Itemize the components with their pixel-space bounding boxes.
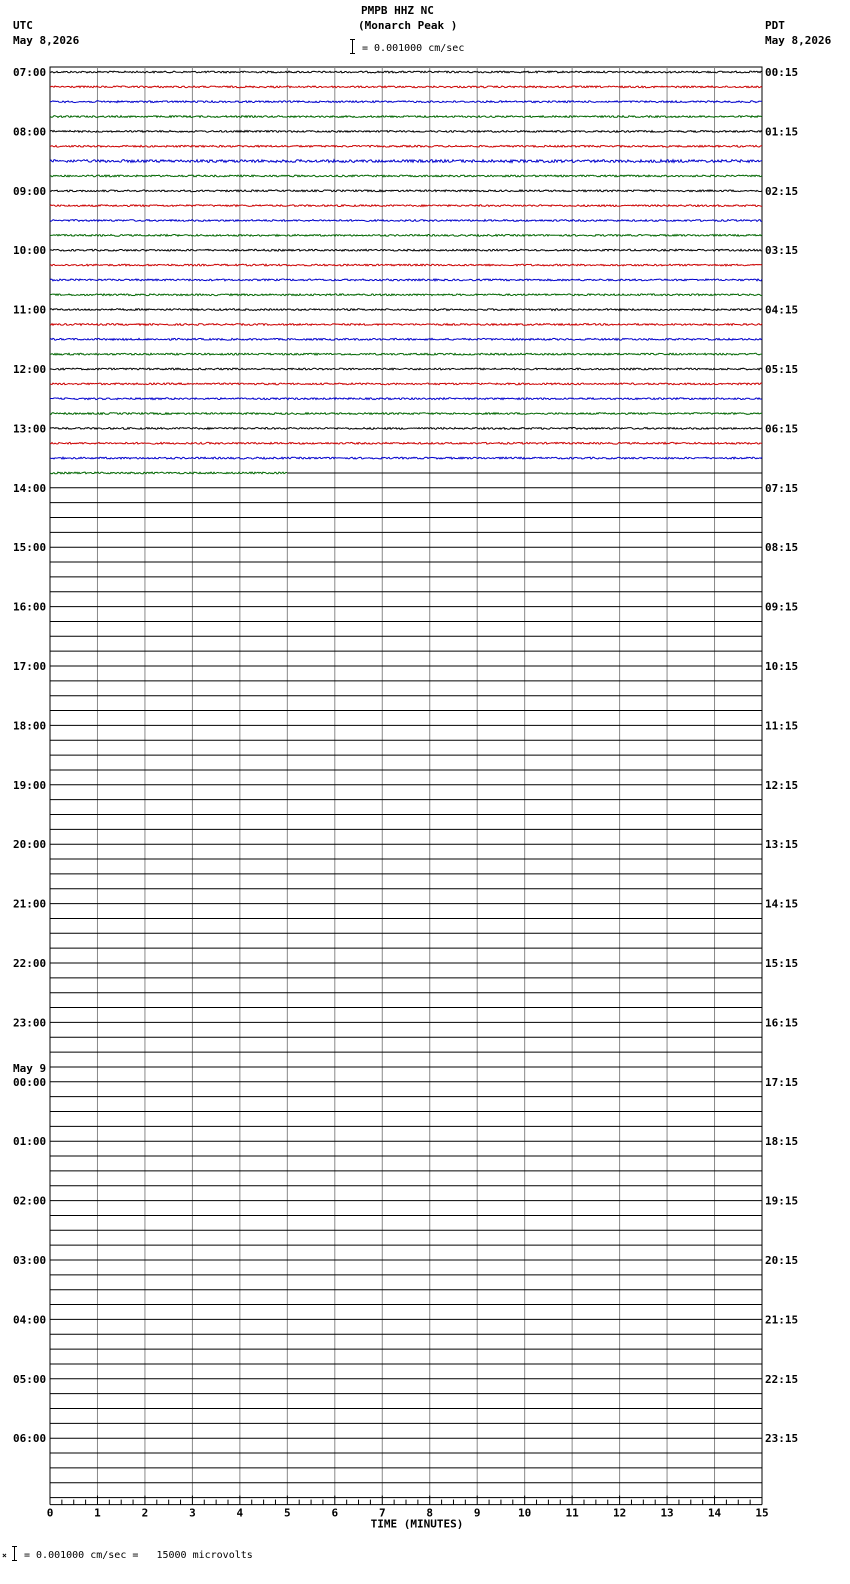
- utc-hour-label: 02:00: [13, 1194, 47, 1208]
- utc-hour-label: 04:00: [13, 1313, 47, 1327]
- footer-scale-label: = 0.001000 cm/sec = 15000 microvolts: [24, 1550, 253, 1561]
- seismic-trace: [50, 249, 762, 251]
- seismic-trace: [50, 235, 762, 237]
- utc-hour-label: 13:00: [13, 422, 47, 436]
- utc-hour-label: 03:00: [13, 1254, 47, 1267]
- pdt-hour-label: 21:15: [765, 1313, 799, 1327]
- x-tick-label: 12: [612, 1506, 627, 1520]
- x-tick-label: 8: [426, 1506, 434, 1520]
- x-axis-title: TIME (MINUTES): [370, 1517, 464, 1531]
- seismic-trace: [50, 86, 762, 88]
- seismic-trace: [50, 294, 762, 296]
- footer-mark: ×: [2, 1551, 7, 1560]
- seismic-trace: [50, 145, 762, 147]
- seismic-trace: [50, 101, 762, 103]
- pdt-hour-label: 05:15: [765, 363, 799, 376]
- utc-hour-label: 21:00: [13, 897, 47, 911]
- pdt-hour-label: 07:15: [765, 481, 799, 495]
- pdt-hour-label: 04:15: [765, 303, 799, 317]
- pdt-hour-label: 03:15: [765, 244, 799, 258]
- utc-hour-label: 17:00: [13, 660, 47, 673]
- utc-hour-label: 20:00: [13, 838, 47, 852]
- seismic-trace: [50, 71, 762, 73]
- x-tick-label: 1: [94, 1506, 101, 1520]
- utc-hour-label: 14:00: [13, 481, 47, 495]
- x-tick-label: 7: [378, 1506, 386, 1520]
- utc-hour-label: 18:00: [13, 719, 47, 733]
- pdt-hour-label: 06:15: [765, 422, 799, 436]
- x-tick-label: 11: [565, 1506, 579, 1520]
- pdt-hour-label: 20:15: [765, 1254, 799, 1267]
- pdt-hour-label: 17:15: [765, 1075, 799, 1089]
- utc-hour-label: 08:00: [13, 125, 47, 139]
- pdt-hour-label: 10:15: [765, 660, 799, 673]
- utc-hour-label: 12:00: [13, 363, 47, 376]
- seismic-trace: [50, 116, 762, 118]
- seismic-trace: [50, 383, 762, 385]
- seismic-trace: [50, 457, 762, 459]
- pdt-zone-label: PDT: [765, 19, 785, 32]
- seismic-trace: [50, 220, 762, 222]
- x-tick-label: 2: [141, 1506, 149, 1520]
- utc-hour-label: 22:00: [13, 957, 47, 970]
- x-tick-label: 4: [236, 1506, 244, 1520]
- seismic-trace: [50, 264, 762, 266]
- seismic-trace: [50, 442, 762, 444]
- seismic-trace: [50, 205, 762, 207]
- pdt-hour-label: 15:15: [765, 957, 799, 970]
- seismic-trace: [50, 309, 762, 311]
- pdt-hour-label: 18:15: [765, 1135, 799, 1149]
- x-tick-label: 10: [518, 1506, 532, 1520]
- utc-hour-label: 10:00: [13, 244, 47, 258]
- utc-hour-label: 06:00: [13, 1432, 47, 1446]
- seismic-trace: [50, 353, 762, 355]
- pdt-hour-label: 02:15: [765, 184, 799, 198]
- pdt-hour-label: 19:15: [765, 1194, 799, 1208]
- seismic-trace: [50, 324, 762, 326]
- seismic-trace: [50, 279, 762, 281]
- utc-hour-label: 19:00: [13, 778, 47, 792]
- utc-hour-label: 23:00: [13, 1016, 47, 1030]
- utc-zone-label: UTC: [13, 19, 33, 32]
- pdt-hour-label: 00:15: [765, 66, 799, 79]
- seismic-trace: [50, 190, 762, 192]
- scale-label: = 0.001000 cm/sec: [362, 43, 465, 54]
- utc-hour-label: 05:00: [13, 1372, 47, 1386]
- utc-hour-label: 00:00: [13, 1075, 47, 1089]
- pdt-date-label: May 8,2026: [765, 34, 832, 47]
- pdt-hour-label: 11:15: [765, 719, 799, 733]
- pdt-hour-label: 01:15: [765, 125, 799, 139]
- seismic-trace: [50, 472, 287, 474]
- pdt-hour-label: 08:15: [765, 541, 799, 555]
- footer-scale-bar-icon: [12, 1546, 17, 1561]
- utc-hour-label: 01:00: [13, 1135, 47, 1149]
- seismic-trace: [50, 413, 762, 415]
- seismic-trace: [50, 368, 762, 370]
- date-change-label: May 9: [13, 1061, 47, 1075]
- seismic-trace: [50, 428, 762, 430]
- pdt-hour-label: 16:15: [765, 1016, 799, 1030]
- plot-frame: [50, 67, 762, 1498]
- seismic-trace: [50, 338, 762, 340]
- utc-hour-label: 09:00: [13, 184, 47, 198]
- seismic-trace: [50, 398, 762, 400]
- seismic-trace: [50, 131, 762, 133]
- pdt-hour-label: 13:15: [765, 838, 799, 852]
- pdt-hour-label: 14:15: [765, 897, 799, 911]
- x-tick-label: 5: [284, 1506, 291, 1520]
- x-tick-label: 9: [473, 1506, 481, 1520]
- pdt-hour-label: 12:15: [765, 778, 799, 792]
- x-tick-label: 14: [707, 1506, 722, 1520]
- x-tick-label: 6: [331, 1506, 339, 1520]
- x-tick-label: 0: [46, 1506, 54, 1520]
- utc-hour-label: 16:00: [13, 600, 47, 614]
- seismic-trace: [50, 175, 762, 177]
- pdt-hour-label: 23:15: [765, 1432, 799, 1446]
- x-tick-label: 13: [660, 1506, 674, 1520]
- utc-hour-label: 07:00: [13, 66, 47, 79]
- station-title: PMPB HHZ NC: [361, 4, 434, 17]
- utc-hour-label: 15:00: [13, 541, 47, 555]
- station-location: (Monarch Peak ): [358, 19, 458, 32]
- utc-date-label: May 8,2026: [13, 34, 80, 47]
- pdt-hour-label: 22:15: [765, 1372, 799, 1386]
- utc-hour-label: 11:00: [13, 303, 47, 317]
- x-tick-label: 3: [189, 1506, 196, 1520]
- pdt-hour-label: 09:15: [765, 600, 799, 614]
- x-tick-label: 15: [755, 1506, 769, 1520]
- seismic-trace: [50, 160, 762, 163]
